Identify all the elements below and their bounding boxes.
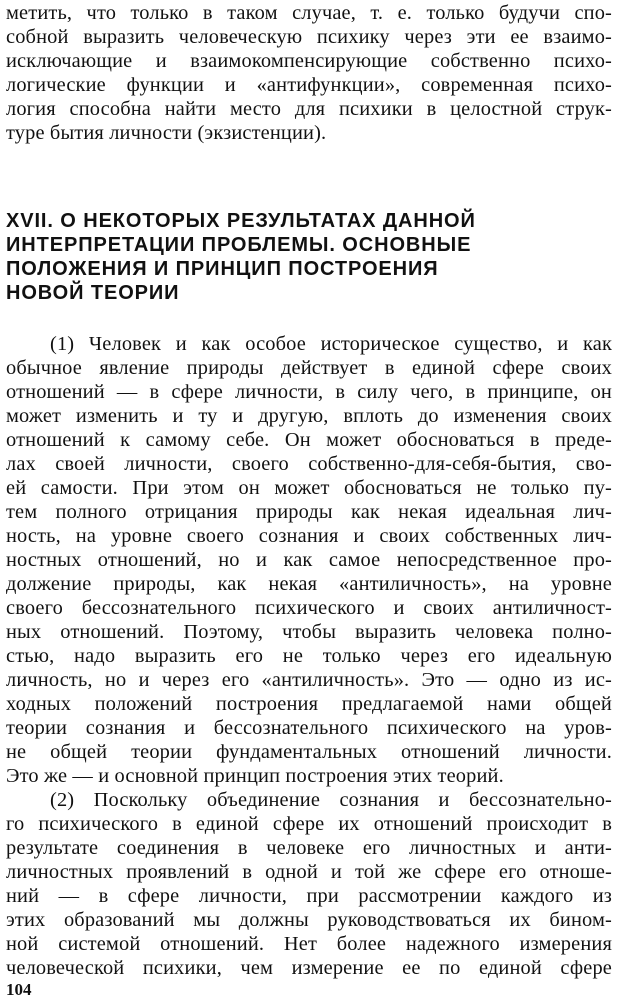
heading-line: ИНТЕРПРЕТАЦИИ ПРОБЛЕМЫ. ОСНОВНЫЕ (6, 234, 472, 256)
text-line: не общей теории фундаментальных отношений личности. (6, 741, 612, 763)
text-line: результате соединения в человеке его личностных и анти- (6, 837, 612, 859)
text-line: ей самости. При этом он может обосноваться не только пу- (6, 477, 612, 499)
text-line: этих образований мы должны руководствоваться их бином- (6, 909, 612, 931)
text-line: человеческой психики, чем измерение ее по единой сфере (6, 957, 612, 979)
text-line: лах своей личности, своего собственно-для-себя-бытия, сво- (6, 453, 612, 475)
text-line: (1) Человек и как особое историческое существо, и как (50, 333, 612, 355)
heading-line: XVII. О НЕКОТОРЫХ РЕЗУЛЬТАТАХ ДАННОЙ (6, 210, 476, 232)
text-line: может изменить и ту и другую, вплоть до изменения своих (6, 405, 612, 427)
text-line: го психического в единой сфере их отношений происходит в (6, 813, 612, 835)
text-line: метить, что только в таком случае, т. е. только будучи спо- (6, 2, 612, 24)
text-line: ний — в сфере личности, при рассмотрении каждого из (6, 885, 612, 907)
text-line: должение природы, как некая «антиличность», на уровне (6, 573, 612, 595)
text-line: логические функции и «антифункции», современная психо- (6, 74, 612, 96)
text-line: исключающие и взаимокомпенсирующие собственно психо- (6, 50, 612, 72)
text-line: ность, на уровне своего сознания и своих собственных лич- (6, 525, 612, 547)
text-line: ной системой отношений. Нет более надежного измерения (6, 933, 612, 955)
text-line: ходных положений построения предлагаемой нами общей (6, 693, 612, 715)
text-line: ных отношений. Поэтому, чтобы выразить человека полно- (6, 621, 612, 643)
heading-line: ПОЛОЖЕНИЯ И ПРИНЦИП ПОСТРОЕНИЯ (6, 258, 439, 280)
text-line: логия способна найти место для психики в целостной струк- (6, 98, 612, 120)
text-line: личность, но и через его «антиличность». Это — одно из ис- (6, 669, 612, 691)
text-line: отношений — в сфере личности, в силу чего, в принципе, он (6, 381, 612, 403)
text-line: обычное явление природы действует в единой сфере своих (6, 357, 612, 379)
text-line: личностных проявлений в одной и той же сфере его отноше- (6, 861, 612, 883)
text-line: отношений к самому себе. Он может обосноваться в преде- (6, 429, 612, 451)
text-line: теории сознания и бессознательного психического на уров- (6, 717, 612, 739)
text-line: тем полного отрицания природы как некая идеальная лич- (6, 501, 612, 523)
page-number: 104 (6, 980, 32, 999)
text-line: своего бессознательного психического и своих антиличност- (6, 597, 612, 619)
text-line: стью, надо выразить его не только через его идеальную (6, 645, 612, 667)
text-line: Это же — и основной принцип построения этих теорий. (6, 765, 504, 787)
text-line: собной выразить человеческую психику через эти ее взаимо- (6, 26, 612, 48)
heading-line: НОВОЙ ТЕОРИИ (6, 282, 180, 304)
text-line: туре бытия личности (экзистенции). (6, 122, 327, 144)
text-line: ностных отношений, но и как самое непосредственное про- (6, 549, 612, 571)
text-line: (2) Поскольку объединение сознания и бессознательно- (50, 789, 612, 811)
